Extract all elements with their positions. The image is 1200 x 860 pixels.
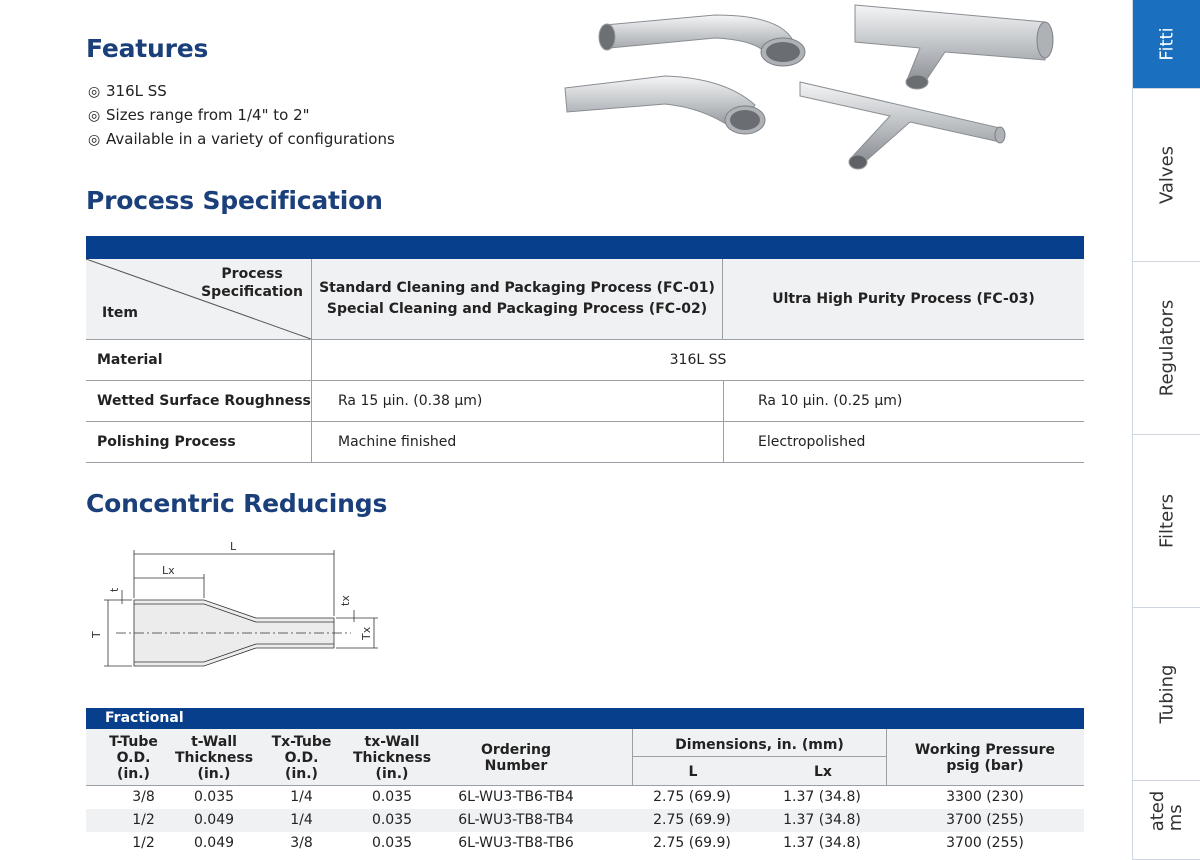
col-working-pressure: Working Pressure psig (bar) [914,742,1056,774]
tab-tubing[interactable]: Tubing [1133,608,1200,781]
table-row-roughness: Wetted Surface Roughness Ra 15 μin. (0.38 μm) Ra 10 μin. (0.25 μm) [86,381,1084,422]
table-row: 1/2 0.049 3/8 0.035 6L-WU3-TB8-TB6 2.75 (69.9) 1.37 (34.8) 3700 (255) [132,835,1024,851]
fittings-product-photo [555,0,1070,182]
elbow-45-fitting [565,76,765,134]
tab-fittings[interactable]: Fitti [1133,0,1200,89]
category-tabs [1132,0,1200,860]
features-list [88,80,395,152]
dim-Tx: Tx [360,626,373,640]
process-spec-heading: Process Specification [86,186,383,215]
dim-t: t [108,587,121,592]
fc03-header: Ultra High Purity Process (FC-03) [772,291,1035,307]
process-specification-label: Process Specification [201,266,303,300]
col-dimensions: Dimensions, in. (mm) L Lx [632,729,887,785]
tab-valves[interactable]: Valves [1133,89,1200,262]
feature-item: ◎ 316L SS [88,80,395,104]
circle-bullet-icon: ◎ [88,108,101,124]
concentric-reducings-heading: Concentric Reducings [86,489,388,518]
tab-filters[interactable]: Filters [1133,435,1200,608]
col-t-wall: t-Wall Thickness (in.) [174,734,254,782]
features-heading: Features [86,34,209,63]
col-t-tube: T-Tube O.D. (in.) [109,734,158,782]
diagonal-header-cell [86,259,312,339]
circle-bullet-icon: ◎ [88,132,101,148]
table-row-polishing: Polishing Process Machine finished Electropolished [86,422,1084,463]
fc01-fc02-header: Standard Cleaning and Packaging Process (FC-01) Special Cleaning and Packaging Process (FC-02) [312,259,723,339]
reducer-dimension-diagram [86,540,386,675]
feature-item: ◎ Sizes range from 1/4" to 2" [88,104,395,128]
item-label: Item [102,305,138,321]
table-header-row [86,259,1084,340]
tab-regulators[interactable]: Regulators [1133,262,1200,435]
table-top-bar [86,236,1084,259]
col-L: L [688,764,698,780]
elbow-90-fitting [599,15,805,66]
fractional-label: Fractional [86,708,1084,729]
table-row-material: Material 316L SS [86,340,1084,381]
dim-L: L [230,540,237,553]
fractional-header-row [86,729,1084,786]
tee-fitting [855,5,1053,89]
dim-T: T [90,631,103,638]
col-tx-wall: tx-Wall Thickness (in.) [352,734,432,782]
fractional-table [86,708,1084,855]
process-spec-table [86,236,1084,463]
col-tx-tube: Tx-Tube O.D. (in.) [271,734,332,782]
col-ordering-number: Ordering Number [480,742,551,774]
reducing-tee-fitting [800,82,1005,169]
tab-integrated-systems[interactable]: ated ms [1133,781,1200,860]
col-Lx: Lx [814,764,832,780]
table-row: 1/2 0.049 1/4 0.035 6L-WU3-TB8-TB4 2.75 (69.9) 1.37 (34.8) 3700 (255) [86,809,1084,832]
table-row: 3/8 0.035 1/4 0.035 6L-WU3-TB6-TB4 2.75 (69.9) 1.37 (34.8) 3300 (230) [132,789,1024,805]
dim-Lx: Lx [162,564,175,577]
circle-bullet-icon: ◎ [88,84,101,100]
feature-item: ◎ Available in a variety of configurations [88,128,395,152]
dim-tx: tx [339,595,352,606]
